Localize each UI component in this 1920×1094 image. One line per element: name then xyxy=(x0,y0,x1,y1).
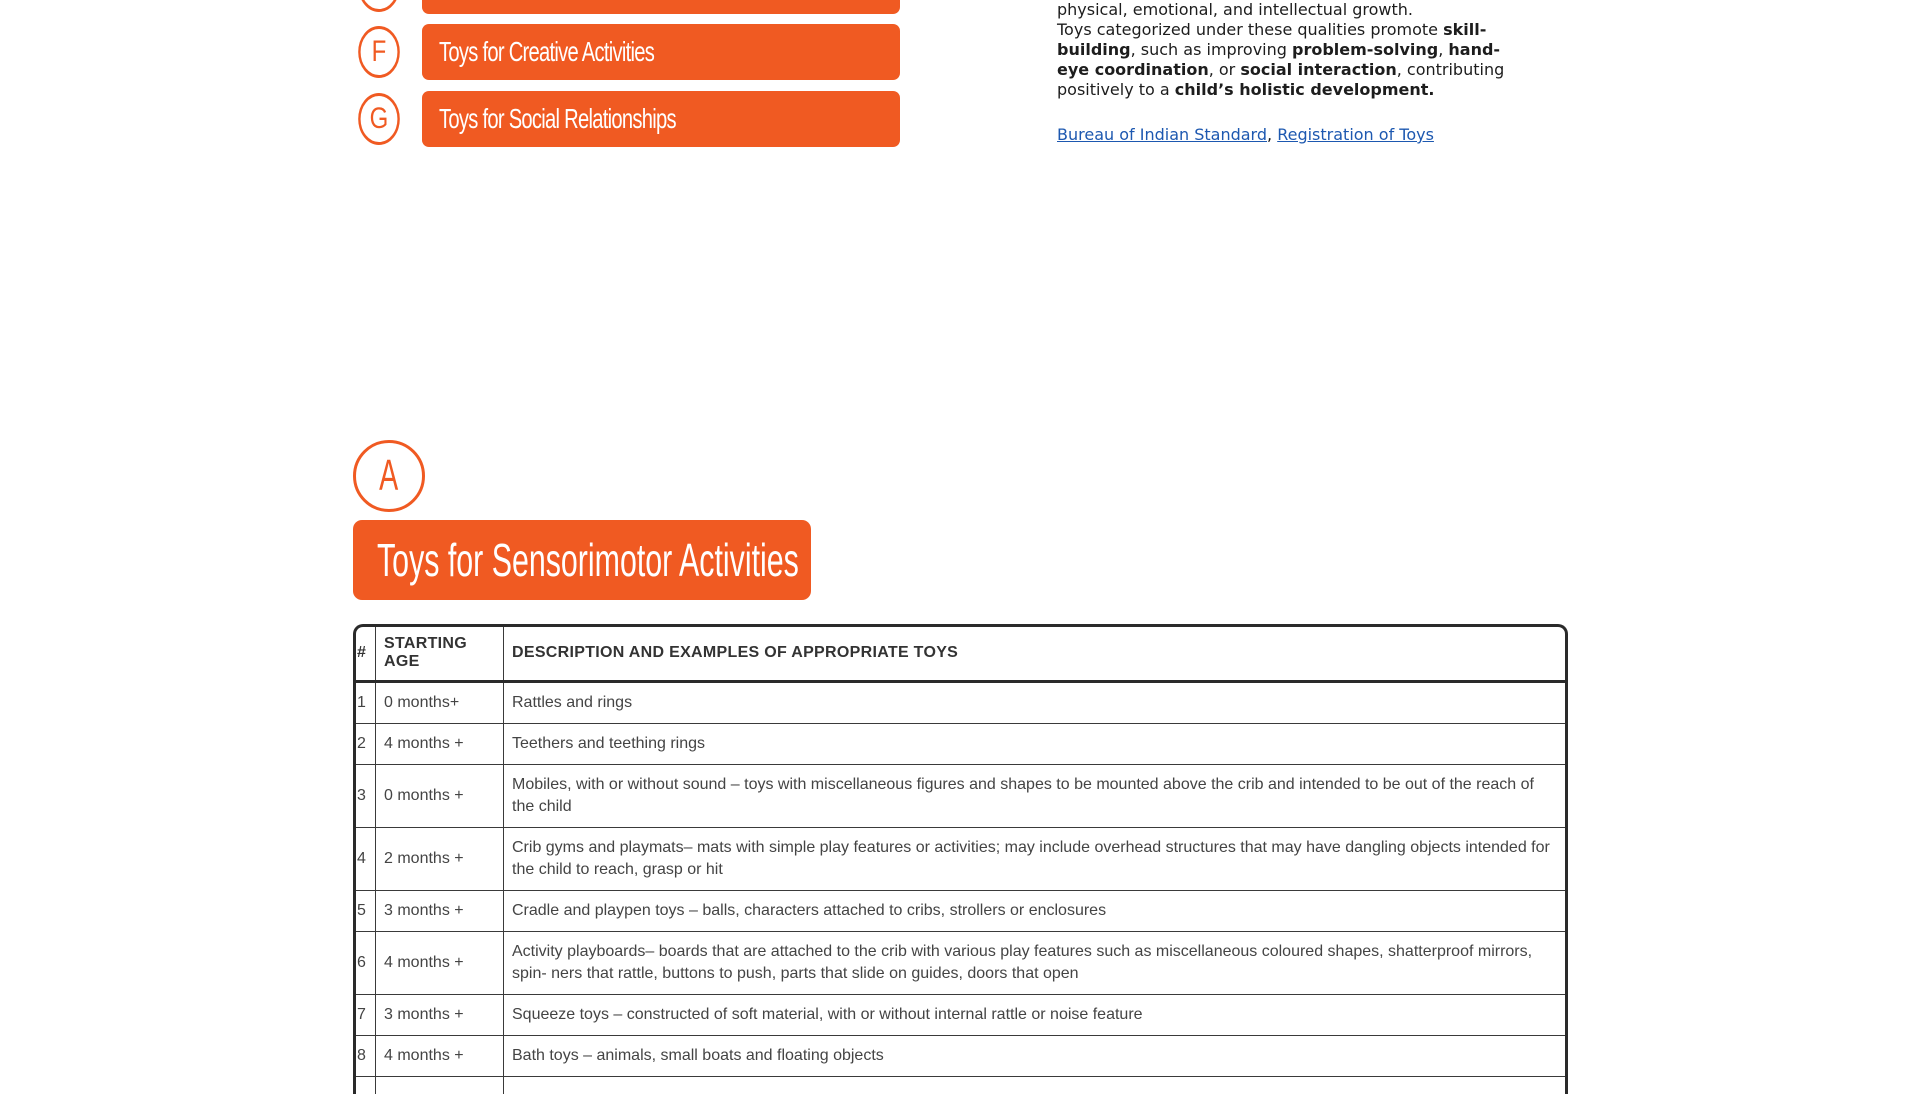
category-pill-partial xyxy=(422,0,900,14)
row-num: 1 xyxy=(356,681,376,723)
row-description: Bath toys – animals, small boats and floating objects xyxy=(504,1035,1566,1076)
row-description: Cradle and playpen toys – balls, characters attached to cribs, strollers or enclosures xyxy=(504,890,1566,931)
table-row xyxy=(356,1035,1565,1076)
row-description: Mobiles, with or without sound – toys with miscellaneous figures and shapes to be mounted above the crib and intended to be out of the reach of the child xyxy=(504,764,1566,827)
row-description: Squeeze toys – constructed of soft material, with or without internal rattle or noise feature xyxy=(504,994,1566,1035)
category-letter-circle xyxy=(358,26,400,78)
registration-link[interactable]: Registration of Toys xyxy=(1277,125,1434,144)
paragraph-line: physical, emotional, and intellectual growth. xyxy=(1057,0,1413,19)
section-letter-circle xyxy=(353,440,425,512)
source-links xyxy=(1057,125,1434,144)
table-row xyxy=(356,681,1565,723)
category-row-f[interactable] xyxy=(353,24,900,80)
link-separator: , xyxy=(1267,125,1273,144)
category-label: Toys for Social Relationships xyxy=(439,103,676,134)
header-age: STARTING AGE xyxy=(376,627,504,681)
row-description xyxy=(504,1076,1566,1094)
table-row xyxy=(356,827,1565,890)
category-letter-circle xyxy=(358,0,400,12)
row-description: Crib gyms and playmats– mats with simple play features or activities; may include overhead structures that may have dangling objects intended for the child to reach, grasp or hit xyxy=(504,827,1566,890)
description-paragraph xyxy=(1057,0,1517,100)
row-num: 4 xyxy=(356,827,376,890)
row-num xyxy=(356,1076,376,1094)
row-num: 5 xyxy=(356,890,376,931)
row-age: 2 months + xyxy=(376,827,504,890)
table-row xyxy=(356,890,1565,931)
row-age: 3 months + xyxy=(376,890,504,931)
table-row xyxy=(356,994,1565,1035)
category-label: Toys for Creative Activities xyxy=(439,36,655,67)
table-row xyxy=(356,931,1565,994)
section-title: Toys for Sensorimotor Activities xyxy=(377,534,799,586)
row-age: 0 months+ xyxy=(376,681,504,723)
category-pill[interactable] xyxy=(422,24,900,80)
header-num: # xyxy=(356,627,376,681)
row-description: Activity playboards– boards that are attached to the crib with various play features such as miscellaneous coloured shapes, shatterproof mirrors, spin- ners that rattle, buttons to push, parts that slide on guides, doors that open xyxy=(504,931,1566,994)
category-row-partial xyxy=(353,0,900,14)
table-row xyxy=(356,764,1565,827)
row-num: 8 xyxy=(356,1035,376,1076)
row-num: 3 xyxy=(356,764,376,827)
row-age xyxy=(376,1076,504,1094)
row-age: 4 months + xyxy=(376,931,504,994)
table-row-partial xyxy=(356,1076,1565,1094)
table-header-row xyxy=(356,627,1565,681)
row-description: Rattles and rings xyxy=(504,681,1566,723)
category-letter-circle xyxy=(358,93,400,145)
row-num: 7 xyxy=(356,994,376,1035)
category-pill[interactable] xyxy=(422,91,900,147)
row-description: Teethers and teething rings xyxy=(504,723,1566,764)
toys-table xyxy=(353,624,1568,1094)
header-description: DESCRIPTION AND EXAMPLES OF APPROPRIATE TOYS xyxy=(504,627,1566,681)
table-row xyxy=(356,723,1565,764)
row-age: 4 months + xyxy=(376,723,504,764)
category-row-g[interactable] xyxy=(353,91,900,147)
row-age: 4 months + xyxy=(376,1035,504,1076)
section-title-pill xyxy=(353,520,811,600)
category-letter: F xyxy=(371,35,387,68)
row-age: 3 months + xyxy=(376,994,504,1035)
row-num: 6 xyxy=(356,931,376,994)
row-num: 2 xyxy=(356,723,376,764)
row-age: 0 months + xyxy=(376,764,504,827)
bis-link[interactable]: Bureau of Indian Standard xyxy=(1057,125,1268,144)
paragraph-body: Toys categorized under these qualities promote skill-building, such as improving problem-solving, hand-eye coordination, or social interaction, contributing positively to a child’s holistic development. xyxy=(1057,20,1505,99)
category-letter: G xyxy=(369,102,389,135)
section-letter: A xyxy=(379,451,399,500)
